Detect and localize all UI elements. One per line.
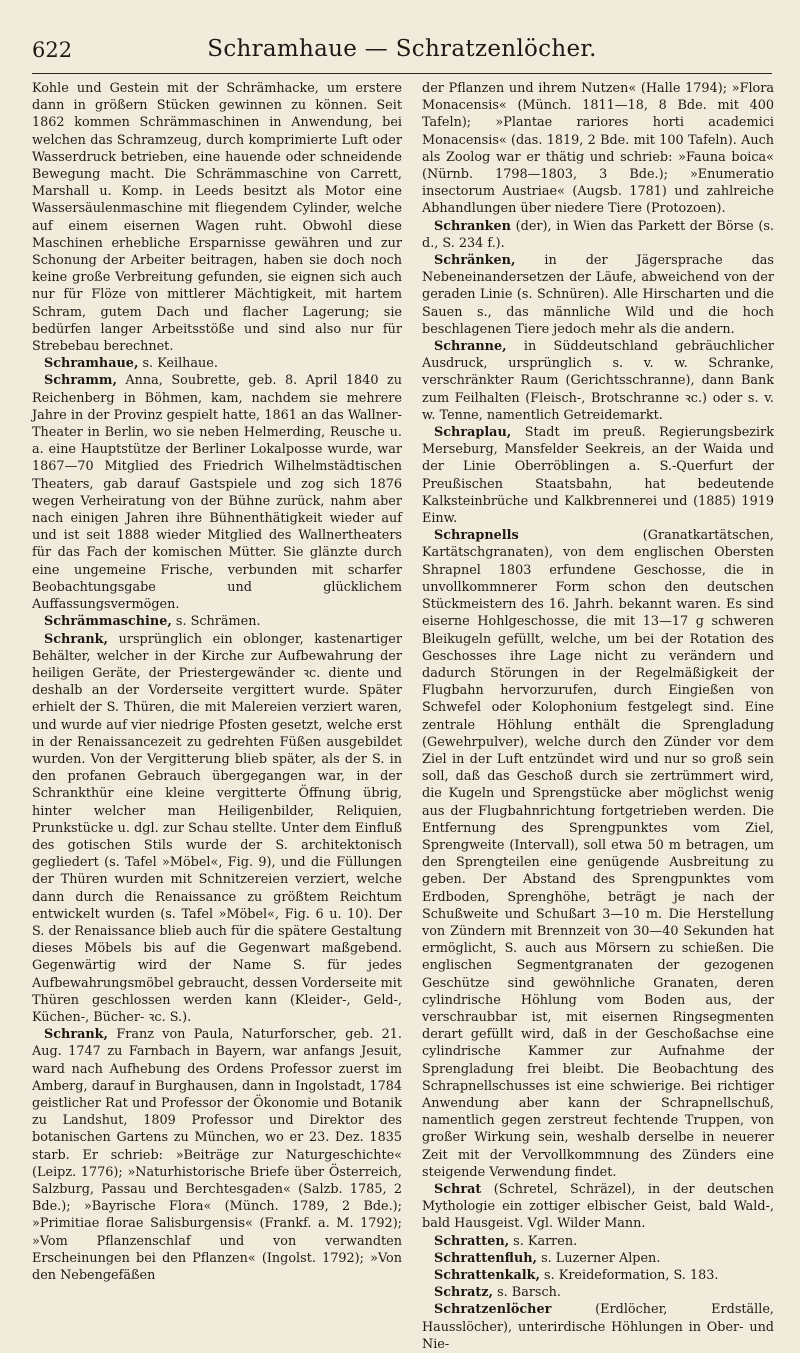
dictionary-entry [422, 527, 774, 1181]
entry-text: Anna, Soubrette, geb. 8. April 1840 zu Reichenberg in Böhmen, kam, nachdem sie mehrere Jahre in der Provinz gespielt hatte, 1861 an das Wallner-Theater in Berlin, wo sie neben Helmerding, Reusche u. a. eine Hauptstütze der Berliner Lokalposse wurde, war 1867—70 Mitglied des Friedrich Wilhelmstädtischen Theaters, gab darauf Gastspiele und zog sich 1876 wegen Verheiratung von der Bühne zurück, nahm aber nach einigen Jahren ihre Bühnenthätigkeit wieder auf und ist seit 1888 wieder Mitglied des Wallnertheaters für das Fach der komischen Mütter. Sie glänzte durch eine ungemeine Frische, verbunden mit scharfer Beobachtungsgabe und glücklichem Auffassungsvermögen. [32, 373, 402, 613]
entry-text: s. Kreideformation, S. 183. [539, 1268, 719, 1284]
entry-headword: Schranne, [434, 339, 507, 355]
entry-text: Kohle und Gestein mit der Schrämhacke, um erstere dann in größern Stücken gewinnen zu können. Seit 1862 kommen Schrämmaschinen in Anwendung, bei welchen das Schramzeug, durch komprimierte Luft oder Wasserdruck betrieben, eine hauende oder schneidende Bewegung macht. Die Schrämmaschine von Carrett, Marshall u. Komp. in Leeds besitzt als Motor eine Wassersäulenmaschine mit fliegendem Cylinder, welche auf einem eisernen Wagen ruht. Obwohl diese Maschinen erhebliche Ersparnisse gewähren und zur Schonung der Arbeiter beitragen, haben sie doch noch keine große Verbreitung gefunden, sie eignen sich auch nur für Flöze von mittlerer Mächtigkeit, mit hartem Schram, gutem Dach und flacher Lagerung; sie bedürfen langer Arbeitsstöße und sind also nur für Strebebau berechnet. [32, 81, 402, 355]
entry-headword: Schrank, [44, 1027, 108, 1043]
entry-text: s. Keilhaue. [138, 356, 218, 372]
entry-text: s. Luzerner Alpen. [537, 1250, 661, 1266]
entry-headword: Schrattenfluh, [434, 1250, 538, 1266]
dictionary-entry [422, 1284, 774, 1301]
dictionary-entry [422, 1267, 774, 1284]
entry-headword: Schramhaue, [44, 356, 139, 372]
continued-text [422, 80, 774, 218]
dictionary-entry [32, 613, 402, 630]
entry-text: in Süddeutschland gebräuchlicher Ausdruck, ursprünglich s. v. w. Schranke, verschränkter Raum (Gerichtsschranne), dann Bank zum Feilhalten (Fleisch-, Brotschranne ꝛc.) oder s. v. w. Tenne, namentlich Getreidemarkt. [422, 339, 774, 423]
entry-text: (der), in Wien das Parkett der Börse (s. d., S. 234 f.). [422, 218, 774, 251]
entry-text: (Schretel, Schräzel), in der deutschen Mythologie ein zottiger elbischer Geist, bald Wald-, bald Hausgeist. Vgl. Wilder Mann. [422, 1182, 774, 1232]
entry-text: s. Barsch. [493, 1285, 561, 1301]
entry-headword: Schrank, [44, 631, 108, 647]
entry-headword: Schränken, [434, 253, 516, 269]
dictionary-entry [32, 1026, 402, 1284]
entry-headword: Schraplau, [434, 425, 512, 441]
dictionary-entry [422, 252, 774, 338]
dictionary-entry [422, 1233, 774, 1250]
entry-text: ursprünglich ein oblonger, kastenartiger Behälter, welcher in der Kirche zur Aufbewahrung der heiligen Geräte, der Priestergewänder ꝛc. diente und deshalb an der Vorderseite vergittert wurde. Später erhielt der S. Thüren, die mit Malereien verziert waren, und wurde auf vier niedrige Pfosten gesetzt, welche erst in der Renaissancezeit zu gedrehten Füßen ausgebildet wurden. Von der Vergitterung blieb später, als der S. in den profanen Gebrauch übergegangen war, in der Schrankthür eine kleine vergitterte Öffnung übrig, hinter welcher man Heiligenbilder, Reliquien, Prunkstücke u. dgl. zur Schau stellte. Unter dem Einfluß des gotischen Stils wurde der S. architektonisch gegliedert (s. Tafel »Möbel«, Fig. 9), und die Füllungen der Thüren wurden mit Schnitzereien verziert, welche dann durch die Renaissance zu größtem Reichtum entwickelt wurden (s. Tafel »Möbel«, Fig. 6 u. 10). Der S. der Renaissance blieb auch für die spätere Gestaltung dieses Möbels bis auf die Gegenwart maßgebend. Gegenwärtig wird der Name S. für jedes Aufbewahrungsmöbel gebraucht, dessen Vorderseite mit Thüren geschlossen werden kann (Kleider-, Geld-, Küchen-, Bücher- ꝛc. S.). [32, 631, 402, 1025]
dictionary-entry [32, 631, 402, 1027]
entry-text: (Granatkartätschen, Kartätschgranaten), von dem englischen Obersten Shrapnel 1803 erfundene Geschosse, die in unvollkommnerer Form schon den deutschen Stückmeistern des 16. Jahrh. bekannt waren. Es sind eiserne Hohlgeschosse, die mit 13—17 g schweren Bleikugeln gefüllt, welche, um bei der Rotation des Geschosses ihre Lage nicht zu verändern und dadurch Störungen in der Regelmäßigkeit der Flugbahn hervorzurufen, durch Eingießen von Schwefel oder Kolophonium festgelegt sind. Eine zentrale Höhlung enthält die Sprengladung (Gewehrpulver), welche durch den Zünder vor dem Ziel in der Luft entzündet wird und nur so groß sein soll, daß das Geschoß durch sie zertrümmert wird, die Kugeln und Sprengstücke aber möglichst wenig aus der Flugbahnrichtung fortgetrieben werden. Die Entfernung des Sprengpunktes vom Ziel, Sprengweite (Intervall), soll etwa 50 m betragen, um den Sprengteilen eine genügende Ausbreitung zu geben. Der Abstand des Sprengpunktes vom Erdboden, Sprenghöhe, beträgt je nach der Schußweite und Schußart 3—10 m. Die Herstellung von Zündern mit Brennzeit von 30—40 Sekunden hat ermöglicht, S. auch aus Mörsern zu schießen. Die englischen Segmentgranaten der gezogenen Geschütze sind gewöhnliche Granaten, deren cylindrische Höhlung vom Boden aus, der verschraubbar ist, mit eisernen Ringsegmenten derart gefüllt wird, daß in der Geschoßachse eine cylindrische Kammer zur Aufnahme der Sprengladung frei bleibt. Die Beobachtung des Schrapnellschusses ist eine schwierige. Bei richtiger Anwendung aber kann der Schrapnellschuß, namentlich gegen zerstreut fechtende Truppen, von großer Wirkung sein, weshalb derselbe in neuerer Zeit mit der Vervollkommnung des Zünders eine steigende Verwendung findet. [422, 528, 774, 1180]
dictionary-entry [422, 1181, 774, 1233]
entry-text: Stadt im preuß. Regierungsbezirk Merseburg, Mansfelder Seekreis, an der Waida und der Linie Oberröblingen a. S.-Querfurt der Preußischen Staatsbahn, hat bedeutende Kalksteinbrüche und Kalkbrennerei und (1885) 1919 Einw. [422, 425, 774, 527]
entry-headword: Schramm, [44, 373, 117, 389]
entry-headword: Schrattenkalk, [434, 1268, 540, 1284]
entry-headword: Schrat [434, 1182, 482, 1197]
entry-headword: Schratz, [434, 1285, 494, 1301]
page-number: 622 [32, 38, 73, 62]
entry-text: Franz von Paula, Naturforscher, geb. 21. Aug. 1747 zu Farnbach in Bayern, war anfangs Jesuit, ward nach Aufhebung des Ordens Professor zuerst im Amberg, darauf in Burghausen, dann in Ingolstadt, 1784 geistlicher Rat und Professor der Ökonomie und Botanik zu Landshut, 1809 Professor und Direktor des botanischen Gartens zu München, wo er 23. Dez. 1835 starb. Er schrieb: »Beiträge zur Naturgeschichte« (Leipz. 1776); »Naturhistorische Briefe über Österreich, Salzburg, Passau und Berchtesgaden« (Salzb. 1785, 2 Bde.); »Bayrische Flora« (Münch. 1789, 2 Bde.); »Primitiae florae Salisburgensis« (Frankf. a. M. 1792); »Vom Pflanzenschlaf und von verwandten Erscheinungen bei den Pflanzen« (Ingolst. 1792); »Von den Nebengefäßen [32, 1027, 402, 1284]
entry-headword: Schrapnells [434, 528, 519, 544]
dictionary-entry [422, 218, 774, 252]
entry-text: (Erdlöcher, Erdställe, Hausslöcher), unterirdische Höhlungen in Ober- und Nie- [422, 1302, 774, 1352]
entry-text: s. Karren. [509, 1233, 578, 1249]
entry-text: der Pflanzen und ihrem Nutzen« (Halle 1794); »Flora Monacensis« (Münch. 1811—18, 8 Bde. mit 400 Tafeln); »Plantae rariores horti academici Monacensis« (das. 1819, 2 Bde. mit 100 Tafeln). Auch als Zoolog war er thätig und schrieb: »Fauna boica« (Nürnb. 1798—1803, 3 Bde.); »Enumeratio insectorum Austriae« (Augsb. 1781) und zahlreiche Abhandlungen über niedere Tiere (Protozoen). [422, 81, 774, 217]
entry-text: in der Jägersprache das Nebeneinandersetzen der Läufe, abweichend von der geraden Linie (s. Schnüren). Alle Hirscharten und die Sauen s., das männliche Wild und die hoch beschlagenen Tiere jedoch mehr als die andern. [422, 253, 774, 337]
entry-headword: Schranken [434, 218, 511, 234]
header-rule [32, 73, 772, 74]
left-column [32, 80, 402, 1284]
dictionary-entry [422, 338, 774, 424]
entry-headword: Schratzenlöcher [434, 1302, 552, 1318]
entry-headword: Schratten, [434, 1233, 510, 1249]
dictionary-entry [32, 372, 402, 613]
dictionary-entry [32, 355, 402, 372]
right-column [422, 80, 774, 1352]
page-header [32, 34, 772, 78]
dictionary-entry [422, 1250, 774, 1267]
dictionary-entry [422, 424, 774, 527]
entry-headword: Schrämmaschine, [44, 614, 172, 630]
running-head: Schramhaue — Schratzenlöcher. [207, 36, 597, 62]
entry-text: s. Schrämen. [171, 614, 261, 630]
dictionary-entry [422, 1301, 774, 1353]
continued-text [32, 80, 402, 355]
